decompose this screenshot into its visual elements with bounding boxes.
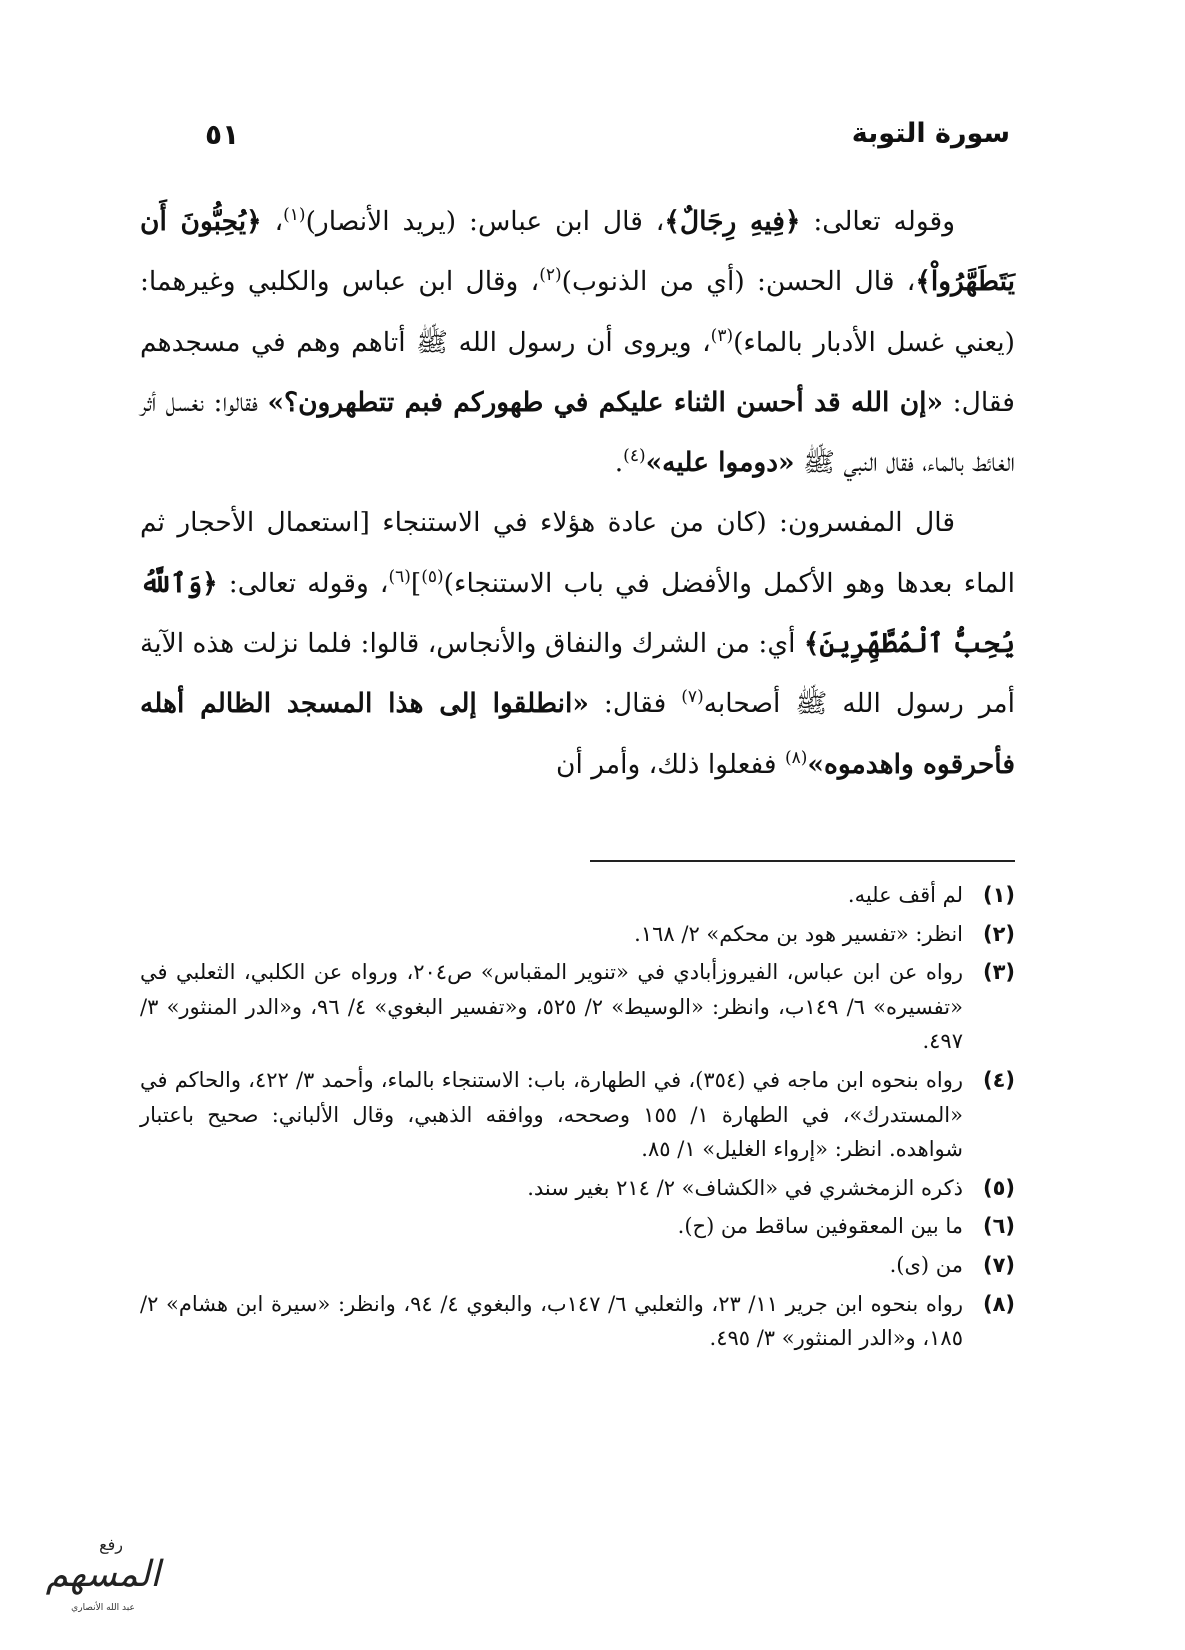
page-header <box>205 118 1010 168</box>
footnote-ref-5[interactable]: (٥) <box>421 566 444 587</box>
text-segment: ، وقال ابن عباس والكلبي وغيرهما: (يعني غسل الأدبار بالماء) <box>140 266 1015 358</box>
footnote-text: رواه بنحوه ابن ماجه في (٣٥٤)، في الطهارة، باب: الاستنجاء بالماء، وأحمد ٣/ ٤٢٢، والحاكم في «المستدرك»، في الطهارة ١/ ١٥٥ وصححه، ووافقه الذهبي، وقال الألباني: صحيح باعتبار شواهده. انظر: «إرواء الغليل» ١/ ٨٥. <box>140 1067 963 1162</box>
footnotes-list <box>140 878 1015 1360</box>
footnote-text: ما بين المعقوفين ساقط من (ح). <box>677 1214 963 1239</box>
footnote-ref-6[interactable]: (٦) <box>388 566 411 587</box>
paragraph-1 <box>140 192 1015 493</box>
footnote-text: رواه بنحوه ابن جرير ١١/ ٢٣، والثعلبي ٦/ ١٤٧ب، والبغوي ٤/ ٩٤، وانظر: «سيرة ابن هشام» ٢/ ١٨٥، و«الدر المنثور» ٣/ ٤٩٥. <box>140 1291 963 1351</box>
main-text <box>140 192 1015 795</box>
text-segment: ، قال الحسن: (أي من الذنوب) <box>561 266 916 298</box>
text-segment: أي: من الشرك والنفاق والأنجاس، قالوا: فلما نزلت هذه الآية أمر رسول الله ﷺ أصحابه <box>140 628 1015 720</box>
footnote-ref-1[interactable]: (١) <box>283 205 306 226</box>
footnote-text: انظر: «تفسير هود بن محكم» ٢/ ١٦٨. <box>634 921 963 946</box>
footnote-6 <box>140 1209 1015 1244</box>
footnote-separator <box>590 860 1015 862</box>
text-segment: . <box>614 447 624 479</box>
footnote-number: (٤) <box>982 1067 1015 1092</box>
footnote-number: (٢) <box>982 921 1015 946</box>
footnote-number: (١) <box>982 883 1015 907</box>
footnote-1 <box>140 878 1015 913</box>
footnote-2 <box>140 917 1015 952</box>
quran-verse: ﴿يُحِبُّونَ أَن يَتَطَهَّرُواْ﴾ <box>140 206 1015 298</box>
logo-mark: رفع <box>99 1535 123 1554</box>
hadith-quote: «دوموا عليه» <box>645 447 795 479</box>
paragraph-2 <box>140 493 1015 794</box>
footnote-text: لم أقف عليه. <box>847 883 963 907</box>
footnote-text: ذكره الزمخشري في «الكشاف» ٢/ ٢١٤ بغير سند. <box>527 1175 963 1200</box>
quran-verse: ﴿فِيهِ رِجَالٌ﴾ <box>664 206 801 237</box>
quran-verse: ﴿وَٱللَّهُ يُحِبُّ ٱلْمُطَّهِّرِينَ﴾ <box>140 567 1015 660</box>
footnote-3 <box>140 955 1015 1059</box>
footnote-ref-2[interactable]: (٢) <box>539 265 562 286</box>
text-segment: فقال: <box>588 688 682 720</box>
text-segment: ، قال ابن عباس: (يريد الأنصار) <box>305 206 665 237</box>
footnote-number: (٥) <box>982 1175 1015 1200</box>
page-number: ٥١ <box>205 118 240 151</box>
footnote-ref-3[interactable]: (٣) <box>710 325 734 346</box>
text-segment: ، ويروى أن رسول الله ﷺ أتاهم وهم في مسجدهم فقال: <box>140 326 1015 418</box>
logo-main: المسهم <box>45 1554 161 1595</box>
footnote-text: رواه عن ابن عباس، الفيروزأبادي في «تنوير المقباس» ص٢٠٤، ورواه عن الكلبي، الثعلبي في «تفسيره» ٦/ ١٤٩ب، وانظر: «الوسيط» ٢/ ٥٢٥، و«تفسير البغوي» ٤/ ٩٦، و«الدر المنثور» ٣/ ٤٩٧. <box>140 960 963 1054</box>
footnote-number: (٦) <box>982 1214 1015 1239</box>
text-segment: وقوله تعالى: <box>800 206 955 237</box>
text-segment: فقالوا: نغسل أثر الغائط بالماء، فقال النبي ﷺ <box>140 386 1015 479</box>
publisher-logo <box>28 1528 178 1628</box>
hadith-quote: «انطلقوا إلى هذا المسجد الظالم أهله فأحرقوه واهدموه» <box>140 688 1015 780</box>
footnote-ref-4[interactable]: (٤) <box>623 446 646 467</box>
footnote-ref-8[interactable]: (٨) <box>784 747 808 768</box>
footnote-5 <box>140 1171 1015 1206</box>
footnote-text: من (ى). <box>889 1252 963 1277</box>
text-segment: ] <box>410 567 422 599</box>
footnote-number: (٨) <box>982 1291 1015 1316</box>
text-segment: قال المفسرون: (كان من عادة هؤلاء في الاستنجاء [استعمال الأحجار ثم الماء بعدها وهو الأكمل والأفضل في باب الاستنجاء) <box>140 507 1015 599</box>
running-title: سورة التوبة <box>851 118 1010 149</box>
footnote-4 <box>140 1063 1015 1167</box>
footnote-7 <box>140 1248 1015 1283</box>
text-segment: ففعلوا ذلك، وأمر أن <box>556 748 785 780</box>
footnote-ref-7[interactable]: (٧) <box>681 687 704 708</box>
text-segment: ، وقوله تعالى: <box>217 567 389 599</box>
text-segment: ، <box>261 206 284 237</box>
footnote-number: (٧) <box>982 1252 1015 1277</box>
footnote-number: (٣) <box>982 960 1015 985</box>
hadith-quote: «إن الله قد أحسن الثناء عليكم في طهوركم فبم تتطهرون؟» <box>267 386 944 418</box>
logo-sub: عبد الله الأنصاري <box>71 1603 135 1613</box>
footnote-8 <box>140 1287 1015 1356</box>
